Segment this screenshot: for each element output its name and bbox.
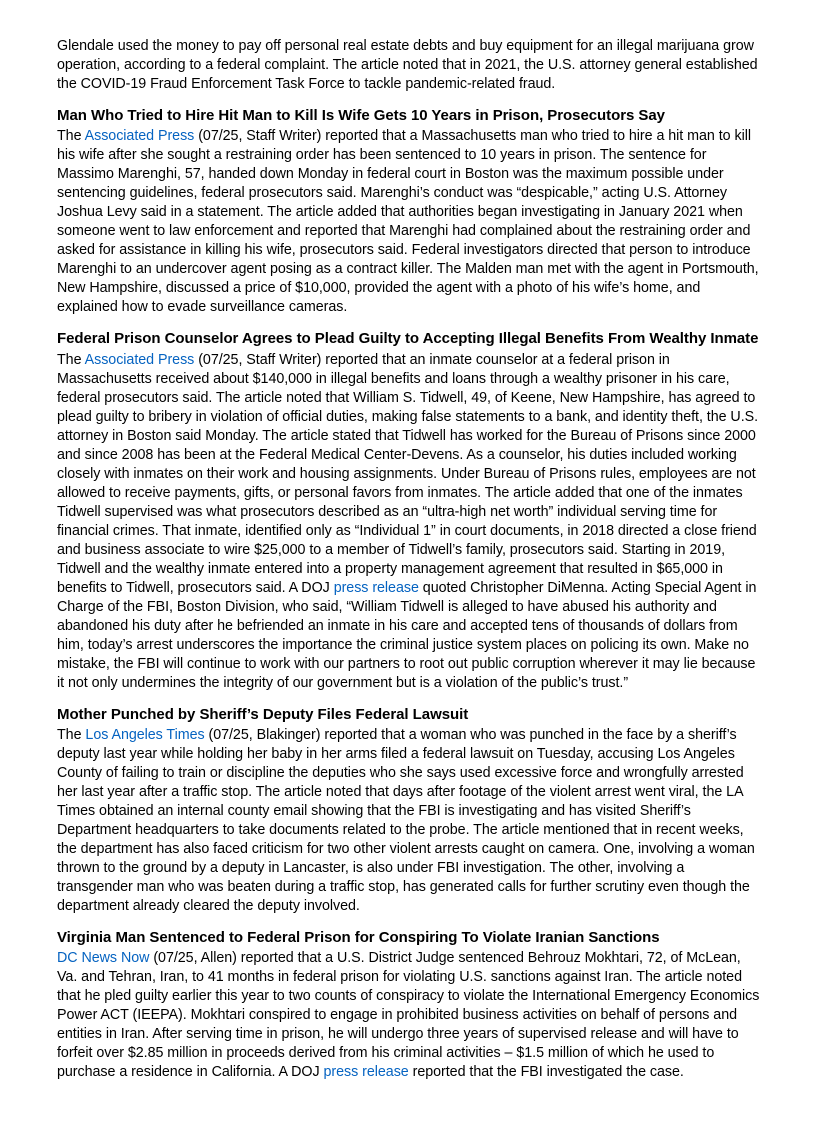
source-link[interactable]: DC News Now [57,950,150,966]
news-section [57,106,760,317]
source-link[interactable]: press release [323,1064,409,1080]
source-link[interactable]: Associated Press [84,351,195,368]
paragraph-text: The [57,726,86,743]
section-heading: Federal Prison Counselor Agrees to Plead Guilty to Accepting Illegal Benefits From Wealthy Inmate [57,330,759,348]
section-paragraph [57,127,760,317]
source-link[interactable]: Los Angeles Times [85,726,205,743]
intro-paragraph: Glendale used the money to pay off personal real estate debts and buy equipment for an illegal marijuana grow operation, according to a federal complaint. The article noted that in 2021, the U.S. attorney general established the COVID-19 Fraud Enforcement Task Force to tackle pandemic-related fraud. [57,38,758,92]
section-paragraph [57,351,760,693]
section-paragraph [57,726,760,916]
section-heading: Virginia Man Sentenced to Federal Prison for Conspiring To Violate Iranian Sanctions [57,928,660,946]
paragraph-text: The [57,351,85,368]
paragraph-text: The [57,128,85,145]
paragraph-text: (07/25, Staff Writer) reported that a Massachusetts man who tried to hire a hit man to kill his wife after she sought a restraining order has been sentenced to 10 years in prison. The sentence for Massimo Marenghi, 57, handed down Monday in federal court in Boston was the maximum possible under sentencing guidelines, federal prosecutors said. Marenghi’s conduct was “despicable,” acting U.S. Attorney Joshua Levy said in a statement. The article added that authorities began investigating in January 2021 when someone went to law enforcement and reported that Marenghi had complained about the restraining order and asked for assistance in killing his wife, prosecutors said. Federal investigators directed that person to introduce Marenghi to an undercover agent posing as a contract killer. The Malden man met with the agent in Portsmouth, New Hampshire, discussed a price of $10,000, provided the agent with a photo of his wife’s home, and explained how to evade surveillance cameras. [57,128,759,316]
section-heading: Mother Punched by Sheriff’s Deputy Files Federal Lawsuit [57,705,469,723]
news-section [57,928,760,1082]
source-link[interactable]: press release [333,579,419,596]
news-section [57,705,760,916]
source-link[interactable]: Associated Press [84,128,195,145]
paragraph-text: (07/25, Blakinger) reported that a woman who was punched in the face by a sheriff’s deputy last year while holding her baby in her arms filed a federal lawsuit on Tuesday, accusing Los Angeles County of failing to train or discipline the deputies who she says used excessive force and wrongfully arrested her last year after a traffic stop. The article noted that days after footage of the violent arrest went viral, the LA Times obtained an internal county email showing that the FBI is investigating and has visited Sheriff’s Department headquarters to take documents related to the probe. The article mentioned that in recent weeks, the department has also faced criticism for two other violent arrests caught on camera. One, involving a woman thrown to the ground by a deputy in Lancaster, is also under FBI investigation. The other, involving a transgender man who was beaten during a traffic stop, has generated calls for further scrutiny even though the department already cleared the deputy involved. [57,726,755,914]
paragraph-text: reported that the FBI investigated the case. [408,1064,684,1080]
paragraph-text: (07/25, Staff Writer) reported that an inmate counselor at a federal prison in Massachusetts received about $140,000 in illegal benefits and loans through a wealthy prisoner in his care, federal prosecutors said. The article noted that William S. Tidwell, 49, of Keene, New Hampshire, has agreed to plead guilty to bribery in violation of official duties, making false statements to a bank, and identity theft, the U.S. attorney in Boston said Monday. The article stated that Tidwell has worked for the Bureau of Prisons since 2000 and since 2008 has been at the Federal Medical Center-Devens. As a counselor, his duties included working closely with inmates on their work and housing assignments. Under Bureau of Prisons rules, employees are not allowed to receive payments, gifts, or personal favors from inmates. The article added that one of the inmates Tidwell supervised was what prosecutors described as an “ultra-high net worth” individual serving time for financial crimes. That inmate, identified only as “Individual 1” in court documents, in 2018 directed a close friend and business associate to wire $25,000 to a member of Tidwell’s family, prosecutors said. Starting in 2019, Tidwell and the wealthy inmate entered into a property management agreement that resulted in $65,000 in benefits to Tidwell, prosecutors said. A DOJ [57,351,759,596]
paragraph-text: quoted Christopher DiMenna. Acting Special Agent in Charge of the FBI, Boston Division, who said, “William Tidwell is alleged to have abused his authority and abandoned his duty after he befriended an inmate in his care and accepted tens of thousands of dollars from him, today’s arrest underscores the importance the criminal justice system places on policing its own. Make no mistake, the FBI will continue to work with our partners to root out public corruption wherever it may lie because it not only undermines the integrity of our government but is a violation of the public’s trust.” [57,579,757,691]
section-paragraph [57,949,760,1082]
paragraph-text: (07/25, Allen) reported that a U.S. District Judge sentenced Behrouz Mokhtari, 72, of McLean, Va. and Tehran, Iran, to 41 months in federal prison for violating U.S. sanctions against Iran. The article noted that he pled guilty earlier this year to two counts of conspiracy to violate the International Emergency Economics Power ACT (IEEPA). Mokhtari conspired to engage in prohibited business activities on behalf of persons and entities in Iran. After serving time in prison, he will undergo three years of supervised release and will have to forfeit over $2.85 million in proceeds derived from his criminal activities – $1.5 million of which he used to purchase a residence in California. A DOJ [57,950,760,1080]
section-heading: Man Who Tried to Hire Hit Man to Kill Is Wife Gets 10 Years in Prison, Prosecutors Say [57,107,665,124]
sections-container [57,106,760,1082]
news-section [57,329,760,692]
